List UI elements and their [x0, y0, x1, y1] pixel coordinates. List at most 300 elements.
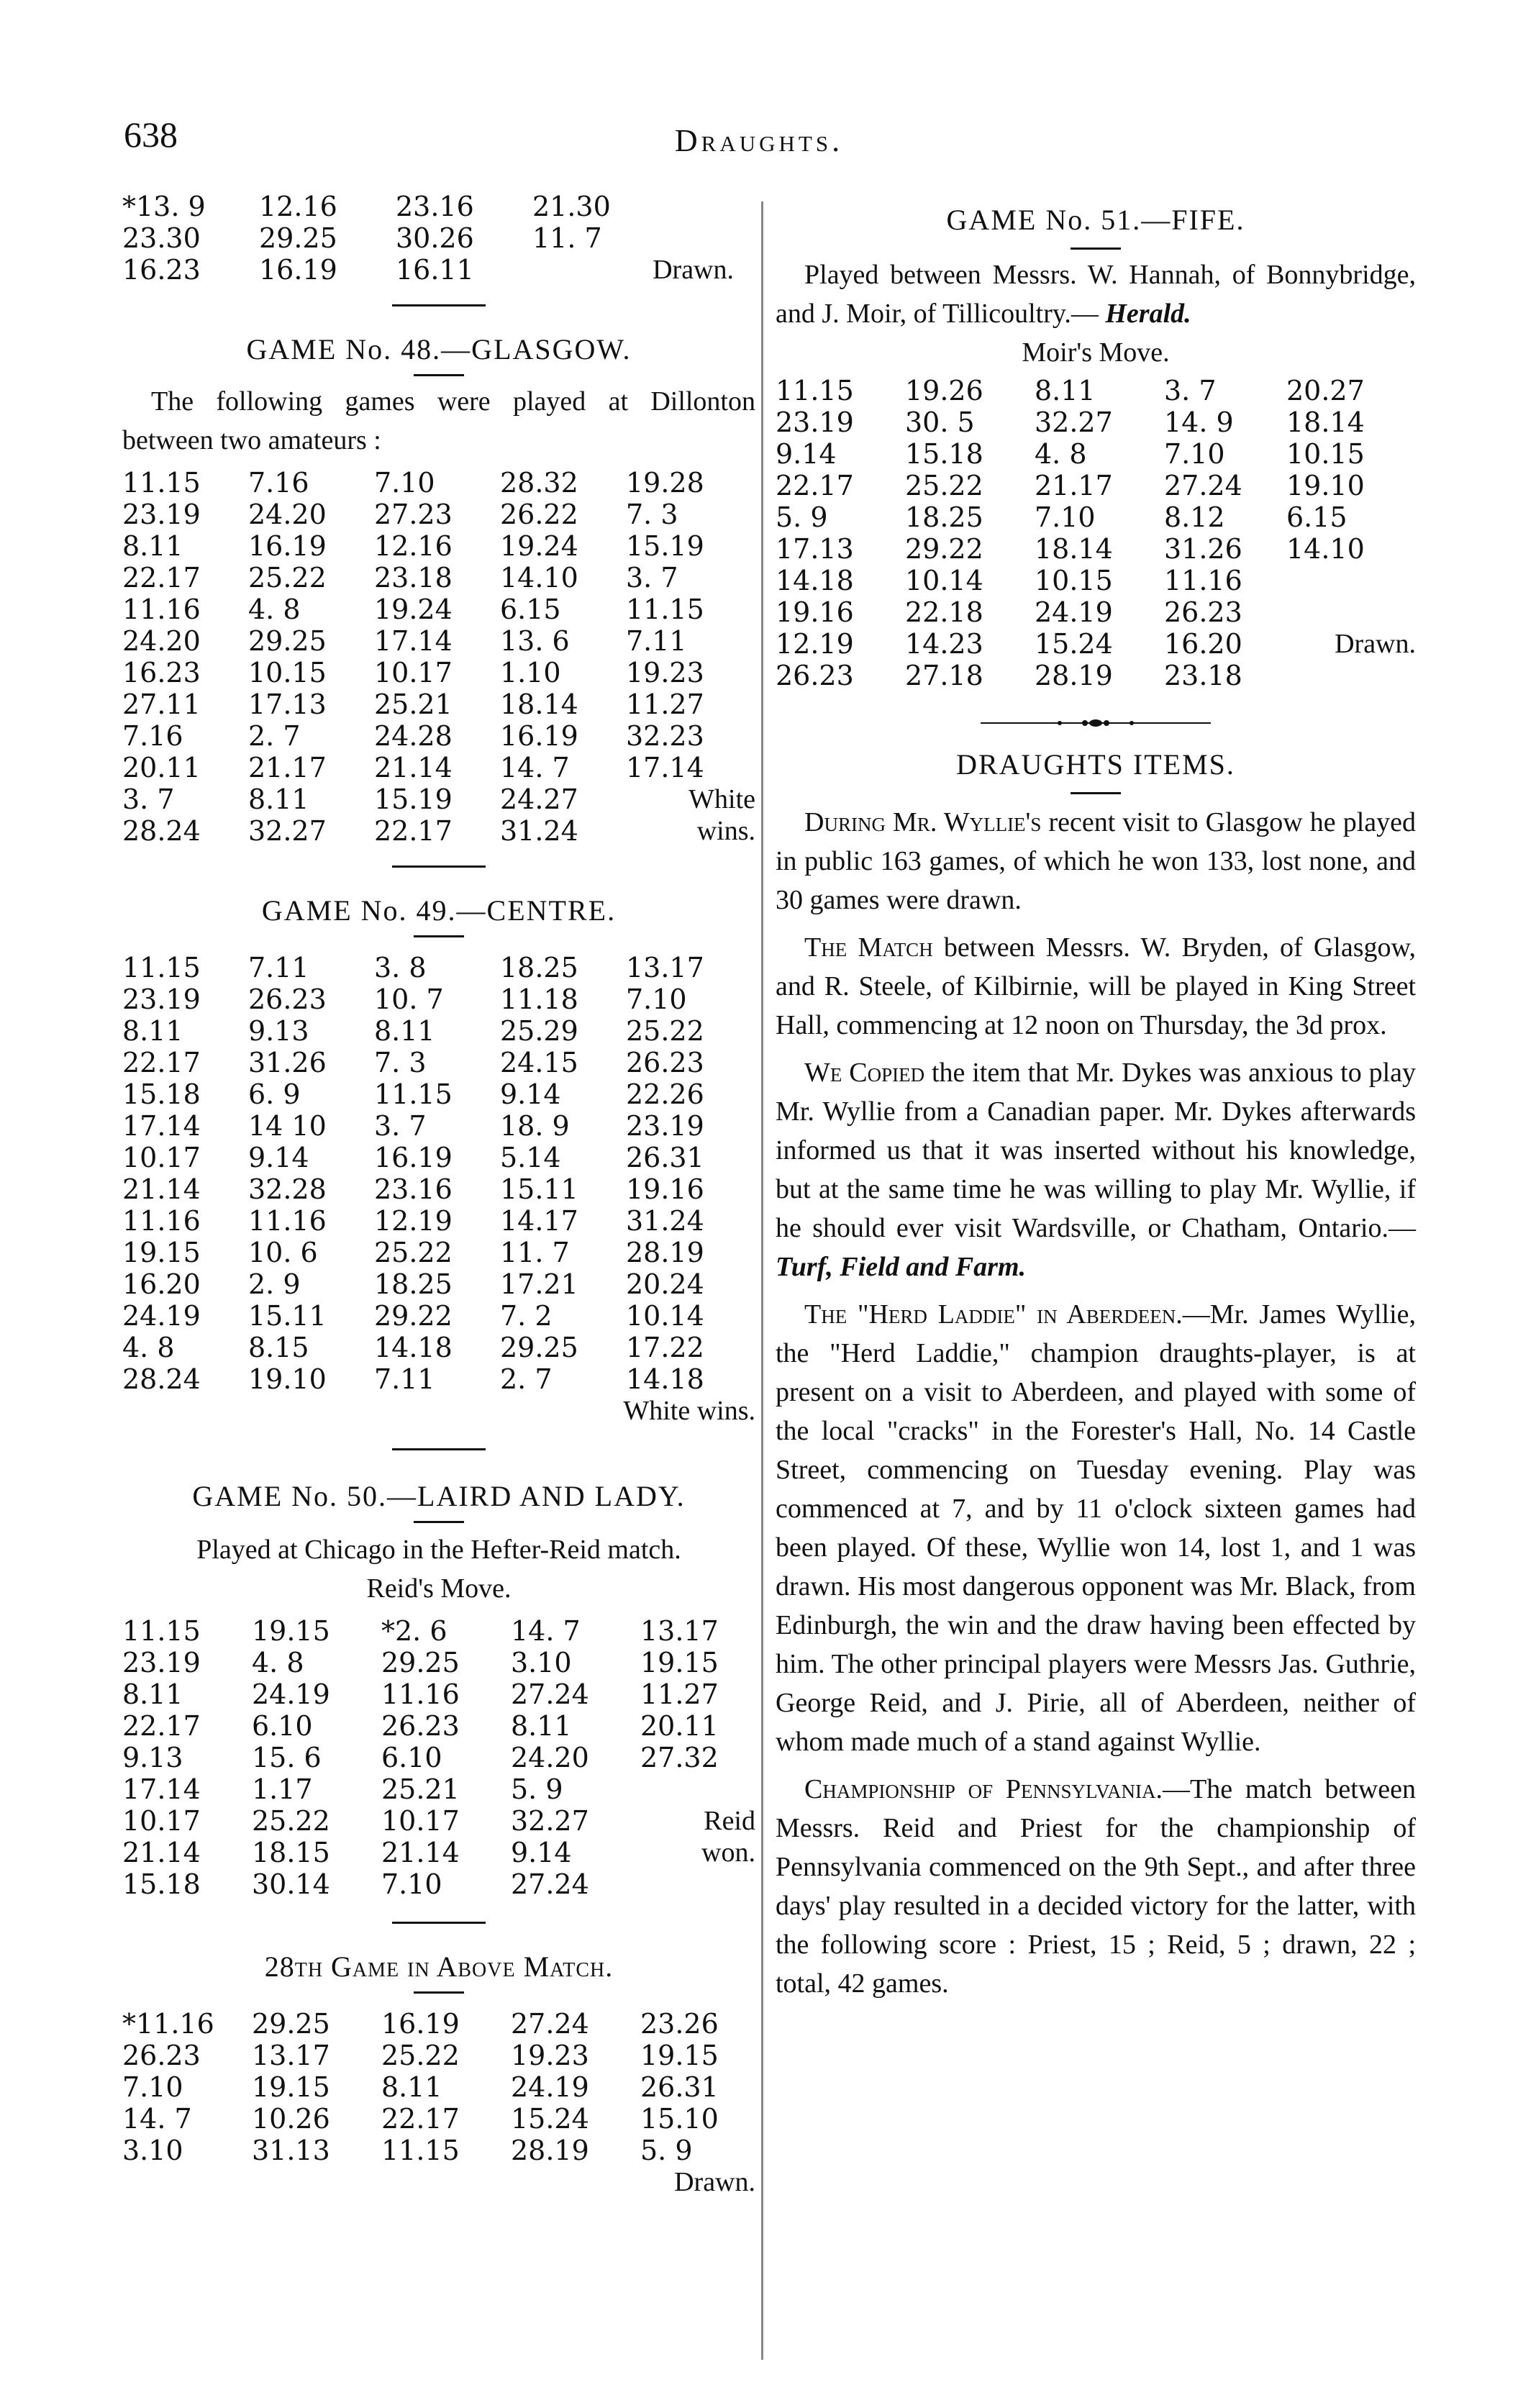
move-cell: 25.22: [248, 562, 327, 594]
move-cell: 19.23: [626, 657, 704, 689]
move-cell: 32.27: [511, 1805, 589, 1837]
move-cell: 9.14: [776, 438, 837, 470]
move-cell: 22.17: [374, 815, 453, 847]
ornament-rule-svg: [981, 717, 1211, 729]
game-28-result: Drawn.: [674, 2167, 755, 2197]
move-cell: 23.19: [626, 1110, 704, 1142]
move-cell: Drawn.: [653, 255, 734, 285]
move-cell: 25.22: [252, 1805, 330, 1837]
move-cell: 9.13: [248, 1015, 309, 1047]
move-cell: 10.17: [122, 1142, 201, 1173]
move-cell: 8.11: [122, 1015, 183, 1047]
move-cell: 25.21: [381, 1773, 460, 1805]
item-paragraph: [776, 1770, 1416, 2003]
item-paragraph: [776, 928, 1416, 1045]
item-paragraph: [776, 803, 1416, 919]
move-cell: 25.22: [905, 470, 983, 501]
move-cell: 3.10: [122, 2135, 183, 2166]
move-cell: 14.18: [776, 565, 854, 596]
move-cell: *2. 6: [381, 1615, 447, 1647]
move-cell: 8.15: [248, 1332, 309, 1363]
move-cell: 10.15: [1286, 438, 1365, 470]
move-cell: 11.16: [381, 1678, 460, 1710]
move-cell: 25.22: [381, 2040, 460, 2071]
move-cell: 32.27: [1035, 406, 1113, 438]
move-cell: 17.14: [122, 1773, 201, 1805]
move-cell: 15.11: [248, 1300, 327, 1332]
game-51-move-label: Moir's Move.: [1022, 337, 1170, 368]
move-cell: 18.14: [1286, 406, 1365, 438]
move-cell: 19.15: [640, 1647, 719, 1678]
item-body: —Mr. James Wyllie, the "Herd Laddie," champion draughts-player, is at present on a visit to Aberdeen, and played with some of the local "cracks" in the Forester's Hall, No. 14 Castle Street, commencing on Tuesday evening. Play was commenced at 7, and by 11 o'clock sixteen games had been played. Of these, Wyllie won 14, lost 1, and 1 was drawn. His most dangerous opponent was Mr. Black, from Edinburgh, the win and the draw having been effected by him. The other principal players were Messrs Jas. Guthrie, George Reid, and J. Pirie, all of Aberdeen, neither of whom made much of a stand against Wyllie.: [776, 1299, 1416, 1757]
move-cell: 31.26: [248, 1047, 327, 1078]
move-cell: 7.11: [248, 952, 309, 983]
move-cell: won.: [701, 1837, 755, 1868]
move-cell: 12.16: [374, 530, 453, 562]
move-cell: 32.23: [626, 720, 704, 752]
game-49-title: GAME No. 49.—CENTRE.: [261, 894, 617, 927]
move-cell: 27.11: [122, 689, 201, 720]
move-cell: 28.24: [122, 815, 201, 847]
move-cell: 5. 9: [511, 1773, 563, 1805]
move-cell: 23.16: [396, 191, 474, 222]
game-51-source: Herald.: [1105, 299, 1191, 329]
move-cell: 11.15: [381, 2135, 460, 2166]
item-body: between Messrs. W. Bryden, of Glasgow, and R. Steele, of Kilbirnie, will be played in King Street Hall, commencing at 12 noon on Thursday, the 3d prox.: [776, 932, 1416, 1040]
move-cell: 2. 9: [248, 1268, 301, 1300]
move-cell: 16.19: [248, 530, 327, 562]
title-rule: [414, 374, 464, 376]
move-cell: 16.19: [500, 720, 578, 752]
move-cell: 17.14: [122, 1110, 201, 1142]
carryover-moves: [122, 191, 734, 286]
move-cell: 27.24: [511, 2008, 589, 2040]
move-cell: 11.15: [122, 467, 201, 499]
move-cell: 24.20: [248, 499, 327, 530]
move-cell: 29.25: [381, 1647, 460, 1678]
move-cell: 16.19: [259, 254, 337, 286]
item-paragraph: [776, 1053, 1416, 1286]
move-cell: 18. 9: [500, 1110, 570, 1142]
item-lead: The Match: [804, 932, 933, 963]
move-cell: 9.14: [500, 1078, 561, 1110]
move-cell: 19.16: [626, 1173, 704, 1205]
move-cell: 9.13: [122, 1742, 183, 1773]
running-title: Draughts.: [674, 123, 844, 158]
move-cell: 18.25: [905, 501, 983, 533]
move-cell: 9.14: [511, 1837, 572, 1868]
move-cell: 23.18: [1164, 660, 1242, 691]
move-cell: 19.28: [626, 467, 704, 499]
move-cell: 27.24: [511, 1868, 589, 1900]
move-cell: 24.19: [511, 2071, 589, 2103]
game-51-moves: [776, 375, 1416, 691]
item-body: —The match between Messrs. Reid and Priest for the championship of Pennsylvania commenced on the 9th Sept., and after three days' play resulted in a decided victory for the latter, with the following score : Priest, 15 ; Reid, 5 ; drawn, 22 ; total, 42 games.: [776, 1774, 1416, 1999]
move-cell: 6.15: [500, 594, 561, 625]
move-cell: 24.19: [252, 1678, 330, 1710]
move-cell: 27.24: [1164, 470, 1242, 501]
move-cell: 17.14: [374, 625, 453, 657]
move-cell: 25.29: [500, 1015, 578, 1047]
move-cell: 24.28: [374, 720, 453, 752]
title-rule: [1071, 792, 1121, 794]
move-cell: 11.15: [122, 952, 201, 983]
move-cell: 8.12: [1164, 501, 1225, 533]
move-cell: 17.13: [776, 533, 854, 565]
move-cell: 21.14: [122, 1837, 201, 1868]
move-cell: 10.17: [381, 1805, 460, 1837]
move-cell: 29.22: [374, 1300, 453, 1332]
section-rule: [392, 304, 486, 306]
move-cell: 24.15: [500, 1047, 578, 1078]
move-cell: 16.20: [1164, 628, 1242, 660]
move-cell: 7. 2: [500, 1300, 553, 1332]
move-cell: 8.11: [511, 1710, 572, 1742]
page-number: 638: [124, 114, 178, 155]
move-cell: 23.30: [122, 222, 201, 254]
move-cell: 14. 7: [511, 1615, 581, 1647]
move-cell: 20.11: [640, 1710, 719, 1742]
move-cell: 15.10: [640, 2103, 719, 2135]
move-cell: 19.15: [640, 2040, 719, 2071]
move-cell: 28.19: [626, 1237, 704, 1268]
move-cell: 20.24: [626, 1268, 704, 1300]
game-50-title: GAME No. 50.—LAIRD AND LADY.: [192, 1480, 686, 1512]
move-cell: 13. 6: [500, 625, 570, 657]
game-48-moves: [122, 467, 755, 847]
move-cell: 11.18: [500, 983, 578, 1015]
move-cell: 23.19: [122, 983, 201, 1015]
move-cell: 16.19: [374, 1142, 453, 1173]
move-cell: 26.23: [381, 1710, 460, 1742]
move-cell: White: [688, 784, 755, 814]
move-cell: 5.14: [500, 1142, 561, 1173]
move-cell: 19.15: [252, 1615, 330, 1647]
move-cell: 3. 7: [374, 1110, 427, 1142]
move-cell: 1.10: [500, 657, 561, 689]
move-cell: 7.16: [248, 467, 309, 499]
move-cell: 10. 7: [374, 983, 444, 1015]
move-cell: 29.22: [905, 533, 983, 565]
title-rule: [414, 1991, 464, 1994]
move-cell: 11.15: [776, 375, 854, 406]
game-50-intro: Played at Chicago in the Hefter-Reid match.: [196, 1535, 681, 1565]
game-48-intro: The following games were played at Dillonton between two amateurs :: [122, 386, 755, 455]
move-cell: 15.18: [122, 1868, 201, 1900]
move-cell: 6.15: [1286, 501, 1347, 533]
move-cell: 30. 5: [905, 406, 975, 438]
move-cell: 7.10: [1164, 438, 1225, 470]
move-cell: 19.10: [248, 1363, 327, 1395]
move-cell: 4. 8: [122, 1332, 175, 1363]
move-cell: 24.19: [122, 1300, 201, 1332]
game-28-moves: [122, 2008, 755, 2166]
move-cell: 21.30: [532, 191, 611, 222]
move-cell: 15.24: [511, 2103, 589, 2135]
move-cell: 10.17: [374, 657, 453, 689]
move-cell: 6. 9: [248, 1078, 301, 1110]
move-cell: 24.20: [122, 625, 201, 657]
draughts-items-title: DRAUGHTS ITEMS.: [956, 748, 1235, 781]
move-cell: 21.14: [122, 1173, 201, 1205]
move-cell: 25.21: [374, 689, 453, 720]
move-cell: Reid: [704, 1806, 755, 1836]
move-cell: 32.27: [248, 815, 327, 847]
move-cell: 4. 8: [1035, 438, 1087, 470]
move-cell: 28.32: [500, 467, 578, 499]
section-rule: [392, 865, 486, 868]
move-cell: 3. 8: [374, 952, 427, 983]
move-cell: 27.18: [905, 660, 983, 691]
game-51-title: GAME No. 51.—FIFE.: [946, 204, 1245, 236]
move-cell: 7.10: [626, 983, 687, 1015]
section-rule: [392, 1448, 486, 1450]
move-cell: 25.22: [626, 1015, 704, 1047]
move-cell: 21.17: [1035, 470, 1113, 501]
move-cell: 13.17: [626, 952, 704, 983]
move-cell: 22.17: [122, 562, 201, 594]
move-cell: 26.31: [640, 2071, 719, 2103]
column-divider: [761, 201, 763, 2360]
move-cell: 26.23: [776, 660, 854, 691]
title-rule: [1071, 247, 1121, 250]
move-cell: 23.16: [374, 1173, 453, 1205]
move-cell: 11.27: [626, 689, 704, 720]
move-cell: 12.19: [776, 628, 854, 660]
move-cell: 19.24: [374, 594, 453, 625]
move-cell: 11.16: [248, 1205, 327, 1237]
move-cell: 3. 7: [626, 562, 678, 594]
move-cell: 14.17: [500, 1205, 578, 1237]
item-paragraph: [776, 1295, 1416, 1761]
game-28-title: 28th Game in Above Match.: [264, 1950, 614, 1983]
move-cell: 24.20: [511, 1742, 589, 1773]
move-cell: 28.19: [1035, 660, 1113, 691]
move-cell: 4. 8: [252, 1647, 304, 1678]
move-cell: 11. 7: [500, 1237, 570, 1268]
move-cell: 10.14: [626, 1300, 704, 1332]
move-cell: 18.25: [500, 952, 578, 983]
move-cell: 9.14: [248, 1142, 309, 1173]
section-rule: [392, 1922, 486, 1924]
move-cell: 26.22: [500, 499, 578, 530]
move-cell: 31.13: [252, 2135, 330, 2166]
move-cell: 32.28: [248, 1173, 327, 1205]
move-cell: 22.18: [905, 596, 983, 628]
item-lead: The "Herd Laddie" in Aberdeen.: [804, 1299, 1183, 1330]
move-cell: 8.11: [248, 783, 309, 815]
move-cell: 23.26: [640, 2008, 719, 2040]
move-cell: 10.17: [122, 1805, 201, 1837]
title-rule: [414, 935, 464, 937]
move-cell: 15.19: [626, 530, 704, 562]
move-cell: 4. 8: [248, 594, 301, 625]
game-50-moves: [122, 1615, 755, 1900]
move-cell: 7.10: [381, 1868, 442, 1900]
item-lead: We Copied: [804, 1058, 925, 1088]
move-cell: 3.10: [511, 1647, 572, 1678]
move-cell: 7.10: [374, 467, 435, 499]
move-cell: 18.14: [500, 689, 578, 720]
move-cell: 18.14: [1035, 533, 1113, 565]
move-cell: 20.27: [1286, 375, 1365, 406]
move-cell: 15. 6: [252, 1742, 322, 1773]
move-cell: 19.15: [252, 2071, 330, 2103]
game-51-intro-text: Played between Messrs. W. Hannah, of Bonnybridge, and J. Moir, of Tillicoultry.—: [776, 260, 1416, 329]
move-cell: [1286, 565, 1416, 596]
move-cell: 8.11: [1035, 375, 1096, 406]
move-cell: 26.23: [626, 1047, 704, 1078]
move-cell: 12.16: [259, 191, 337, 222]
move-cell: 14.10: [1286, 533, 1365, 565]
move-cell: 16.20: [122, 1268, 201, 1300]
move-cell: 3. 7: [1164, 375, 1217, 406]
move-cell: 8.11: [122, 1678, 183, 1710]
move-cell: 1.17: [252, 1773, 313, 1805]
move-cell: 7.11: [626, 625, 687, 657]
ornament-rule-icon: [776, 710, 1416, 735]
move-cell: [640, 1868, 755, 1900]
move-cell: 11.27: [640, 1678, 719, 1710]
title-rule: [414, 1521, 464, 1523]
move-cell: 10.15: [1035, 565, 1113, 596]
move-cell: 5. 9: [640, 2135, 693, 2166]
move-cell: Drawn.: [1335, 629, 1416, 659]
move-cell: 27.23: [374, 499, 453, 530]
move-cell: 24.19: [1035, 596, 1113, 628]
move-cell: 19.26: [905, 375, 983, 406]
move-cell: 15.11: [500, 1173, 578, 1205]
move-cell: 7. 3: [374, 1047, 427, 1078]
move-cell: 17.13: [248, 689, 327, 720]
move-cell: 14.23: [905, 628, 983, 660]
move-cell: 25.22: [374, 1237, 453, 1268]
move-cell: 14. 7: [122, 2103, 192, 2135]
move-cell: 7.11: [374, 1363, 435, 1395]
move-cell: 20.11: [122, 752, 201, 783]
move-cell: 30.26: [396, 222, 474, 254]
move-cell: 14.18: [374, 1332, 453, 1363]
move-cell: 22.17: [381, 2103, 460, 2135]
move-cell: 23.19: [122, 1647, 201, 1678]
game-50-move-label: Reid's Move.: [366, 1573, 512, 1604]
move-cell: 15.19: [374, 783, 453, 815]
game-49-result: White wins.: [623, 1396, 755, 1426]
move-cell: [1286, 660, 1416, 691]
move-cell: 11.16: [122, 1205, 201, 1237]
move-cell: 2. 7: [500, 1363, 553, 1395]
move-cell: 7. 3: [626, 499, 678, 530]
move-cell: 13.17: [252, 2040, 330, 2071]
move-cell: 24.27: [500, 783, 578, 815]
move-cell: 16.23: [122, 657, 201, 689]
left-column: [122, 191, 755, 2198]
move-cell: 7.10: [1035, 501, 1096, 533]
move-cell: 19.10: [1286, 470, 1365, 501]
item-lead: Championship of Pennsylvania.: [804, 1774, 1163, 1804]
move-cell: 8.11: [374, 1015, 435, 1047]
move-cell: 23.19: [122, 499, 201, 530]
move-cell: 26.23: [248, 983, 327, 1015]
move-cell: 6.10: [252, 1710, 313, 1742]
move-cell: 27.24: [511, 1678, 589, 1710]
item-body: the item that Mr. Dykes was anxious to play Mr. Wyllie from a Canadian paper. Mr. Dykes afterwards informed us that it was inserted without his knowledge, but at the same time he was willing to play Mr. Wyllie, if he should ever visit Wardsville, or Chatham, Ontario.—: [776, 1058, 1417, 1243]
move-cell: 10.15: [248, 657, 327, 689]
move-cell: 17.22: [626, 1332, 704, 1363]
move-cell: 14.10: [500, 562, 578, 594]
move-cell: 7.10: [122, 2071, 183, 2103]
move-cell: 23.19: [776, 406, 854, 438]
move-cell: 11.15: [374, 1078, 453, 1110]
move-cell: 29.25: [259, 222, 337, 254]
move-cell: 19.16: [776, 596, 854, 628]
move-cell: 22.17: [122, 1047, 201, 1078]
item-source: Turf, Field and Farm.: [776, 1252, 1027, 1282]
move-cell: 10.26: [252, 2103, 330, 2135]
right-column: [776, 203, 1416, 2003]
move-cell: 11.15: [122, 1615, 201, 1647]
move-cell: 14.18: [626, 1363, 704, 1395]
move-cell: *11.16: [122, 2008, 214, 2040]
move-cell: *13. 9: [122, 191, 206, 222]
move-cell: 13.17: [640, 1615, 719, 1647]
move-cell: 11.16: [122, 594, 201, 625]
move-cell: 11.16: [1164, 565, 1242, 596]
move-cell: 5. 9: [776, 501, 828, 533]
move-cell: 18.25: [374, 1268, 453, 1300]
move-cell: 2. 7: [248, 720, 301, 752]
move-cell: 26.23: [122, 2040, 201, 2071]
move-cell: 31.24: [626, 1205, 704, 1237]
move-cell: 19.15: [122, 1237, 201, 1268]
game-51-intro: [776, 255, 1416, 333]
game-49-moves: [122, 952, 755, 1395]
item-lead: During Mr. Wyllie's: [804, 807, 1042, 837]
move-cell: 16.19: [381, 2008, 460, 2040]
item-body: recent visit to Glasgow he played in public 163 games, of which he won 133, lost none, and 30 games were drawn.: [776, 807, 1416, 915]
move-cell: 29.25: [248, 625, 327, 657]
move-cell: 10.14: [905, 565, 983, 596]
move-cell: 28.24: [122, 1363, 201, 1395]
move-cell: 11.15: [626, 594, 704, 625]
move-cell: 29.25: [500, 1332, 578, 1363]
game-48-title: GAME No. 48.—GLASGOW.: [246, 333, 632, 365]
move-cell: 12.19: [374, 1205, 453, 1237]
move-cell: [640, 1773, 755, 1805]
move-cell: 14. 7: [500, 752, 570, 783]
move-cell: 21.14: [381, 1837, 460, 1868]
move-cell: 16.11: [396, 254, 474, 286]
move-cell: 18.15: [252, 1837, 330, 1868]
move-cell: 22.26: [626, 1078, 704, 1110]
move-cell: [1286, 596, 1416, 628]
move-cell: 21.17: [248, 752, 327, 783]
move-cell: 14. 9: [1164, 406, 1234, 438]
move-cell: 26.23: [1164, 596, 1242, 628]
move-cell: 8.11: [122, 530, 183, 562]
move-cell: 17.21: [500, 1268, 578, 1300]
move-cell: 22.17: [122, 1710, 201, 1742]
move-cell: 14 10: [248, 1110, 327, 1142]
move-cell: 27.32: [640, 1742, 719, 1773]
move-cell: 3. 7: [122, 783, 175, 815]
move-cell: 31.24: [500, 815, 578, 847]
move-cell: 19.23: [511, 2040, 589, 2071]
move-cell: 15.18: [905, 438, 983, 470]
move-cell: 8.11: [381, 2071, 442, 2103]
move-cell: 26.31: [626, 1142, 704, 1173]
move-cell: 21.14: [374, 752, 453, 783]
